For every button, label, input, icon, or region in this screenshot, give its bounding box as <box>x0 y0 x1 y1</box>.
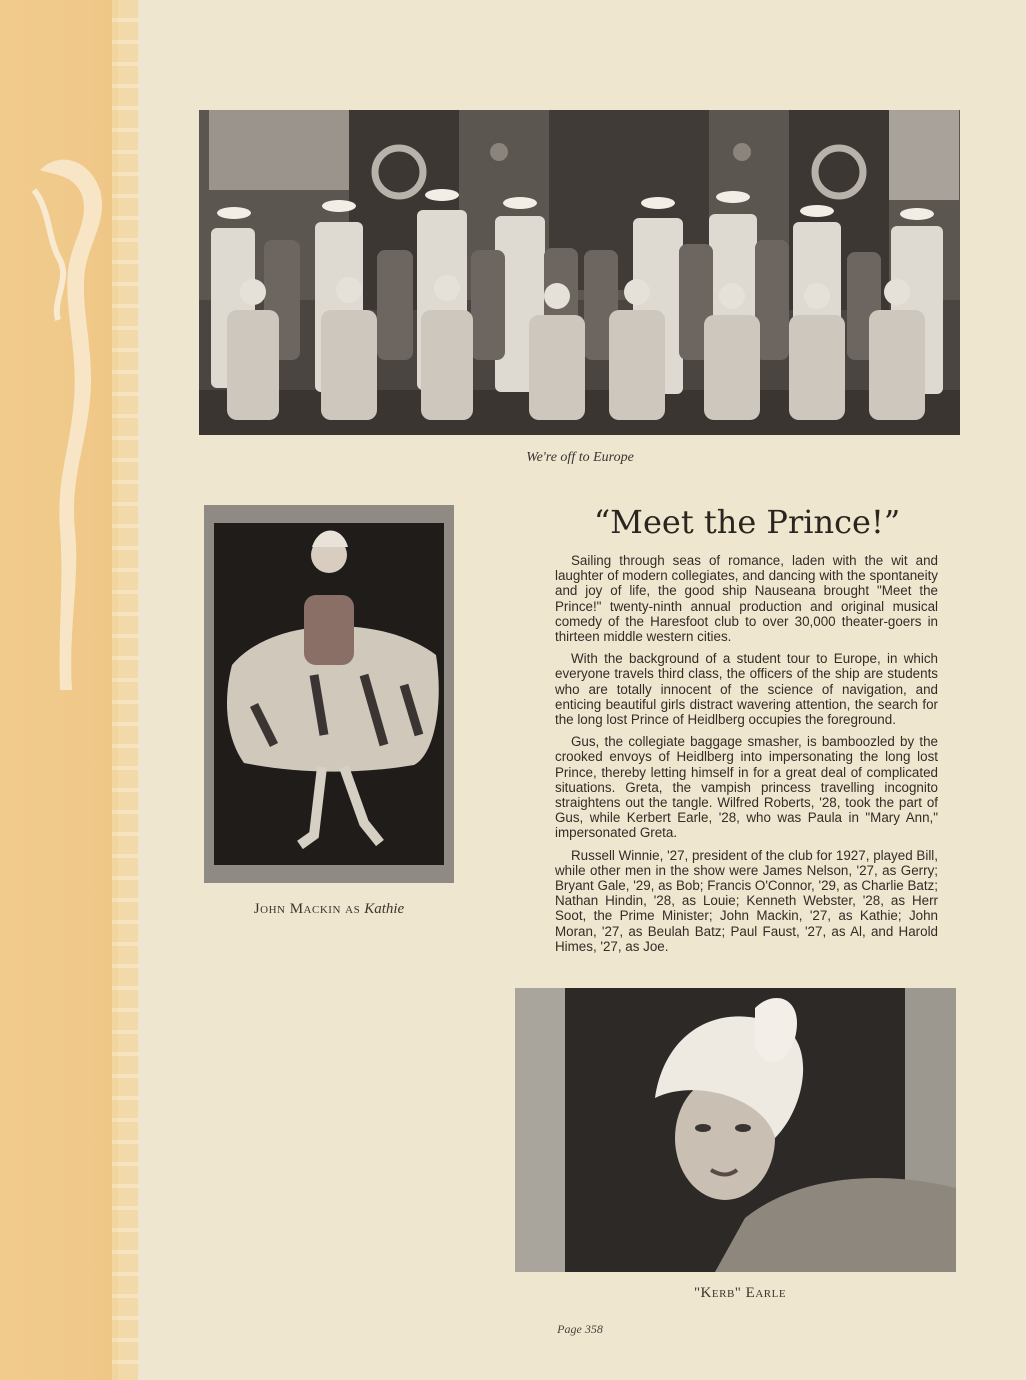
article-paragraph: Sailing through seas of romance, laden with the wit and laughter of modern collegiates, and dancing with the spontaneity and joy of life, the good ship Nauseana brought "Meet the Prince!" twenty-ninth annual production and original musical comedy of the Haresfoot club to over 30,000 theater-goers in thirteen middle western cities. <box>555 553 938 645</box>
chorus-photo-graphic <box>199 110 960 435</box>
mackin-caption-name: John Mackin as <box>253 901 361 917</box>
chorus-photo <box>199 110 960 435</box>
chorus-photo-caption: We're off to Europe <box>526 450 634 465</box>
margin-band <box>0 0 118 1380</box>
mackin-photo-graphic <box>204 505 454 883</box>
page-number: Page 358 <box>557 1322 603 1336</box>
article-title: “Meet the Prince!” <box>593 503 901 541</box>
article-paragraph: With the background of a student tour to Europe, in which everyone travels third class, the officers of the ship are students who are totally innocent of the science of navigation, and enticing beautiful girls distract wavering attention, the search for the long lost Prince of Heidlberg occupies the foreground. <box>555 651 938 728</box>
mackin-photo <box>204 505 454 883</box>
earle-photo <box>515 988 956 1272</box>
earle-photo-caption: "Kerb" Earle <box>693 1285 787 1301</box>
article-body <box>555 553 938 961</box>
article-paragraph: Gus, the collegiate baggage smasher, is bamboozled by the crooked envoys of Heidlberg into impersonating the long lost Prince, thereby letting himself in for a great deal of complicated situations. Greta, the vampish princess travelling incognito straightens out the tangle. Wilfred Roberts, '28, took the part of Gus, while Kerbert Earle, '28, who was Paula in "Mary Ann," impersonated Greta. <box>555 734 938 841</box>
mackin-caption-role: Kathie <box>364 901 405 917</box>
margin-ornament-graphic <box>30 150 110 710</box>
article-paragraph: Russell Winnie, '27, president of the club for 1927, played Bill, while other men in the show were James Nelson, '27, as Gerry; Bryant Gale, '29, as Bob; Francis O'Connor, '29, as Charlie Batz; Nathan Hindin, '28, as Louie; Kenneth Webster, '28, as Herr Soot, the Prime Minister; John Mackin, '27, as Kathie; John Moran, '27, as Beulah Batz; Paul Faust, '27, as Al, and Harold Himes, '27, as Joe. <box>555 847 938 954</box>
margin-border-strip <box>112 0 138 1380</box>
earle-photo-graphic <box>515 988 956 1272</box>
mackin-photo-caption <box>204 900 454 918</box>
